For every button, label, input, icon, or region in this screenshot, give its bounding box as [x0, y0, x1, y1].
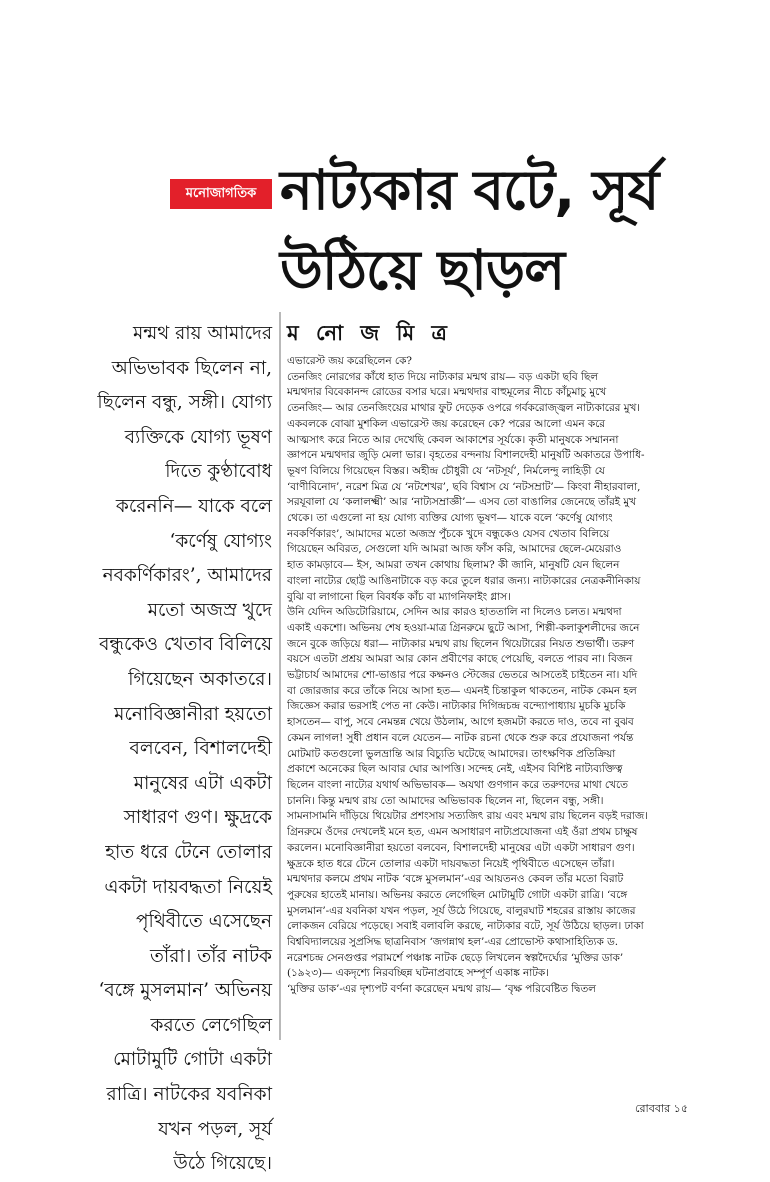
body-line: পুরুষের হাতেই মানায়। অভিনয় করতে লেগেছিল মোটামুটি গোটা একটা রাত্রি। ‘বঙ্গে — [287, 888, 628, 901]
body-line: বয়সে এতটা প্রশ্রয় আমরা আর কোন প্রবীণের কাছে পেয়েছি, বলতে পারব না। বিজন — [287, 653, 633, 666]
body-line: বাংলা নাট্যের ছোট্ট আঙিনাটাকে বড় করে তুলে ধরার জন্য। নাট্যকারের নেত্রকনীনিকায় — [287, 574, 641, 587]
body-line: গ্রিনরুমে ওঁদের দেখলেই মনে হত, এমন অসাধারণ নাট্যপ্রযোজনা এই ওঁরা প্রথম চাক্ষুষ — [287, 826, 638, 839]
body-line: ‘মুক্তির ডাক’-এর দৃশ্যপট বর্ণনা করেছেন মন্মথ রায়— ‘বৃক্ষ পরিবেষ্টিত দ্বিতল — [287, 983, 596, 996]
pull-quote-line: বন্ধুকেও খেতাব বিলিয়ে — [99, 634, 272, 656]
pull-quote-line: অভিভাবক ছিলেন না, — [111, 357, 272, 379]
headline — [280, 150, 750, 310]
body-line: থেকে। তা এগুলো না হয় যোগ্য ব্যক্তির যোগ্য ভূষণ— যাকে বলে ‘কর্ণেষু যোগ্যং — [287, 512, 613, 525]
body-line: তেনজিং নোরগের কাঁধে হাত দিয়ে নাট্যকার মন্মথ রায়— বড় একটা ছবি ছিল — [287, 370, 599, 383]
body-line: গিয়েছেন অবিরত, সেগুলো যদি আমরা আজ ফাঁস করি, আমাদের ছেলে-মেয়েরাও — [287, 543, 622, 556]
pull-quote-line: ব্যক্তিকে যোগ্য ভূষণ — [124, 426, 272, 448]
body-line: একবলকে বোঝা মুশকিল এভারেস্ট জয় করেছেন কে? পরের আলো এমন করে — [287, 417, 605, 430]
body-line: (১৯২৩)— একদৃশ্যে নিরবচ্ছিন্ন ঘটনাপ্রবাহে সম্পূর্ণ একাঙ্ক নাটক। — [287, 967, 549, 980]
body-line: নবকর্ণিকারং’, আমাদের মতো অজস্র পুঁচকে খুদে বন্ধুকেও যেসব খেতাব বিলিয়ে — [287, 527, 610, 540]
body-line: ছিলেন বাংলা নাট্যের যথার্থ অভিভাবক— অযথা গুণগান করে তরুণদের মাথা খেতে — [287, 778, 628, 791]
body-line: হাত কামড়াবে— ইস, আমরা তখন কোথায় ছিলাম? কী জানি, মানুষটি যেন ছিলেন — [287, 559, 620, 572]
headline-line: উঠিয়ে ছাড়ল — [280, 238, 565, 302]
pull-quote-line: একটা দায়বদ্ধতা নিয়েই — [104, 876, 272, 898]
body-line: হাসতেন— বাপু, সবে নেমন্তন্ন খেয়ে উঠলাম, আগে হজমটা করতে দাও, তবে না বুঝব — [287, 716, 634, 729]
body-line: করলেন। মনোবিজ্ঞানীরা হয়তো বলবেন, বিশালদেহী মানুষের এটা একটা সাধারণ গুণ। — [287, 841, 635, 854]
body-line: তেনজিং— আর তেনজিংয়ের মাথার ফুট দেড়েক ওপরে গর্বকরোজ্জ্বল নাট্যকারের মুখ। — [287, 402, 641, 415]
body-line: বা জোরজার করে তাঁকে নিয়ে আসা হত— এমনই চিন্তাকুল থাকতেন, নাটক কেমন হল — [287, 684, 637, 697]
body-line: ‘বাণীবিনোদ’, নরেশ মিত্র যে ‘নটশেখর’, ছবি বিশ্বাস যে ‘নটসম্রাট’— কিংবা নীহারবালা, — [287, 480, 641, 493]
author-byline: ম নো জ মি ত্র — [287, 321, 452, 345]
headline-line: নাট্যকার বটে, সূর্য — [280, 158, 659, 222]
body-line: ভট্টাচার্য আমাদের শো-ভাঙার পরে কক্ষনও স্টেজের ভেতরে আসতেই চাইতেন না। যদি — [287, 669, 638, 682]
body-line: উনি যেদিন অডিটোরিয়ামে, সেদিন আর কারও হাততালি না দিলেও চলত। মন্মথদা — [287, 606, 622, 619]
pull-quote-line: নবকর্ণিকারং’, আমাদের — [102, 565, 272, 587]
body-line: বুঝি বা লাগানো ছিল বিবর্ধক কাঁচ বা ম্যাগনিফাইং গ্লাস। — [287, 590, 511, 603]
pull-quote-line: সাধারণ গুণ। ক্ষুদ্রকে — [123, 807, 272, 829]
body-line: লোকজন বেরিয়ে পড়েছে। সবাই বলাবলি করছে, নাট্যকার বটে, সূর্য উঠিয়ে ছাড়ল। ঢাকা — [287, 920, 644, 933]
pull-quote-line: গিয়েছেন অকাতরে। — [128, 668, 272, 690]
pull-quote-line: ‘কর্ণেষু যোগ্যং — [169, 530, 272, 552]
page-footer: রোববার ১৫ — [635, 1102, 688, 1115]
pull-quote-line: ছিলেন বন্ধু, সঙ্গী। যোগ্য — [97, 392, 272, 414]
body-line: মন্মথদার বিবেকানন্দ রোডের বসার ঘরে। মন্মথদার বাহুমূলের নীচে কাঁচুমাচু মুখে — [287, 386, 607, 399]
pull-quote — [62, 317, 272, 1182]
column-divider — [279, 312, 281, 1040]
body-line: কেমন লাগল! সুধী প্রধান বলে যেতেন— নাটক রচনা থেকে শুরু করে প্রযোজনা পর্যন্ত — [287, 731, 634, 744]
body-line: ক্ষুদ্রকে হাত ধরে টেনে তোলার একটা দায়বদ্ধতা নিয়েই পৃথিবীতে এসেছেন তাঁরা। — [287, 857, 615, 870]
pull-quote-line: মনোবিজ্ঞানীরা হয়তো — [114, 703, 272, 725]
body-line: মোটমাট কতগুলো ভুলভ্রান্তি আর বিচ্যুতি ঘটেছে আমাদের। তাৎক্ষণিক প্রতিক্রিয়া — [287, 747, 616, 760]
pull-quote-line: রাত্রি। নাটকের যবনিকা — [106, 1084, 272, 1106]
pull-quote-line: মতো অজস্র খুদে — [147, 599, 272, 621]
pull-quote-line: পৃথিবীতে এসেছেন — [135, 911, 272, 933]
pull-quote-line: মন্মথ রায় আমাদের — [133, 323, 272, 344]
body-line: মন্মথদার কলমে প্রথম নাটক ‘বঙ্গে মুসলমান’-এর আয়তনও কেবল তাঁর মতো বিরাট — [287, 873, 624, 886]
body-line: সরযূবালা যে ‘কলালক্ষ্মী’ আর ‘নাট্যসম্রাজ্ঞী’— এসব তো বাঙালির জেনেছে তাঁরই মুখ — [287, 496, 636, 509]
body-line: জনে বুকে জড়িয়ে ধরা— নাট্যকার মন্মথ রায় ছিলেন থিয়েটারের নিয়ত শুভার্থী। তরুণ — [287, 637, 635, 650]
body-line: ভূষণ বিলিয়ে গিয়েছেন বিস্তর। অহীন্দ্র চৌধুরী যে ‘নটসূর্য’, নির্মলেন্দু লাহিড়ী যে — [287, 464, 605, 477]
pull-quote-line: মোটামুটি গোটা একটা — [113, 1049, 272, 1071]
body-line: মুসলমান’-এর যবনিকা যখন পড়ল, সূর্য উঠে গিয়েছে, বালুরঘাট শহরের রাস্তায় কাজের — [287, 904, 636, 917]
body-line: আত্মসাৎ করে নিতে আর দেখেছি কেবল আকাশের সূর্যকে। কৃতী মানুষকে সম্মাননা — [287, 433, 619, 446]
body-line: বিশ্ববিদ্যালয়ের সুপ্রসিদ্ধ ছাত্রনিবাস ‘জগন্নাথ হল’-এর প্রোভোস্ট কথাসাহিত্যিক ড. — [287, 936, 619, 949]
pull-quote-line: করতে লেগেছিল — [150, 1014, 272, 1036]
body-line: নরেশচন্দ্র সেনগুপ্তর পরামর্শে পঞ্চাঙ্ক নাটক ছেড়ে লিখলেন স্বল্পদৈর্ঘ্যের ‘মুক্তির ডাক’ — [287, 951, 624, 964]
body-line: জ্ঞাপনে মন্মথদার জুড়ি মেলা ভার। বৃহতের বন্দনায় বিশালদেহী মানুষটি অকাতরে উপাধি- — [287, 449, 645, 462]
body-line: এভারেস্ট জয় করেছিলেন কে? — [287, 355, 412, 367]
pull-quote-line: উঠে গিয়েছে। — [173, 1153, 272, 1175]
article-body — [287, 354, 727, 998]
body-line: চাননি। কিন্তু মন্মথ রায় তো আমাদের অভিভাবক ছিলেন না, ছিলেন বন্ধু, সঙ্গী। — [287, 794, 604, 807]
pull-quote-line: হাত ধরে টেনে তোলার — [105, 841, 272, 863]
pull-quote-line: বলবেন, বিশালদেহী — [129, 738, 272, 760]
pull-quote-line: ‘বঙ্গে মুসলমান’ অভিনয় — [98, 980, 272, 1002]
body-line: প্রকাশে অনেকের ছিল আবার ঘোর আপত্তি। সন্দেহ নেই, এইসব বিশিষ্ট নাট্যব্যক্তিত্ব — [287, 763, 623, 776]
pull-quote-line: তাঁরা। তাঁর নাটক — [149, 945, 272, 967]
body-line: জিজ্ঞেস করার ভরসাই পেত না কেউ। নাট্যকার দিগিন্দ্রচন্দ্র বন্দ্যোপাধ্যায় মুচকি মুচকি — [287, 700, 626, 713]
pull-quote-line: করেননি— যাকে বলে — [115, 495, 272, 517]
pull-quote-line: যখন পড়ল, সূর্য — [158, 1118, 272, 1140]
section-tag: মনোজাগতিক — [170, 179, 272, 209]
body-line: সামনাসামনি দাঁড়িয়ে থিয়েটার প্রশংসায় সত্যজিৎ রায় এবং মন্মথ রায় ছিলেন বড়ই দরাজ। — [287, 810, 648, 823]
body-line: একাই একশো। অভিনয় শেষ হওয়া-মাত্র গ্রিনরুমে ছুটে আসা, শিল্পী-কলাকুশলীদের জনে — [287, 621, 640, 634]
pull-quote-line: মানুষের এটা একটা — [133, 772, 272, 794]
pull-quote-line: দিতে কুণ্ঠাবোধ — [165, 461, 272, 483]
